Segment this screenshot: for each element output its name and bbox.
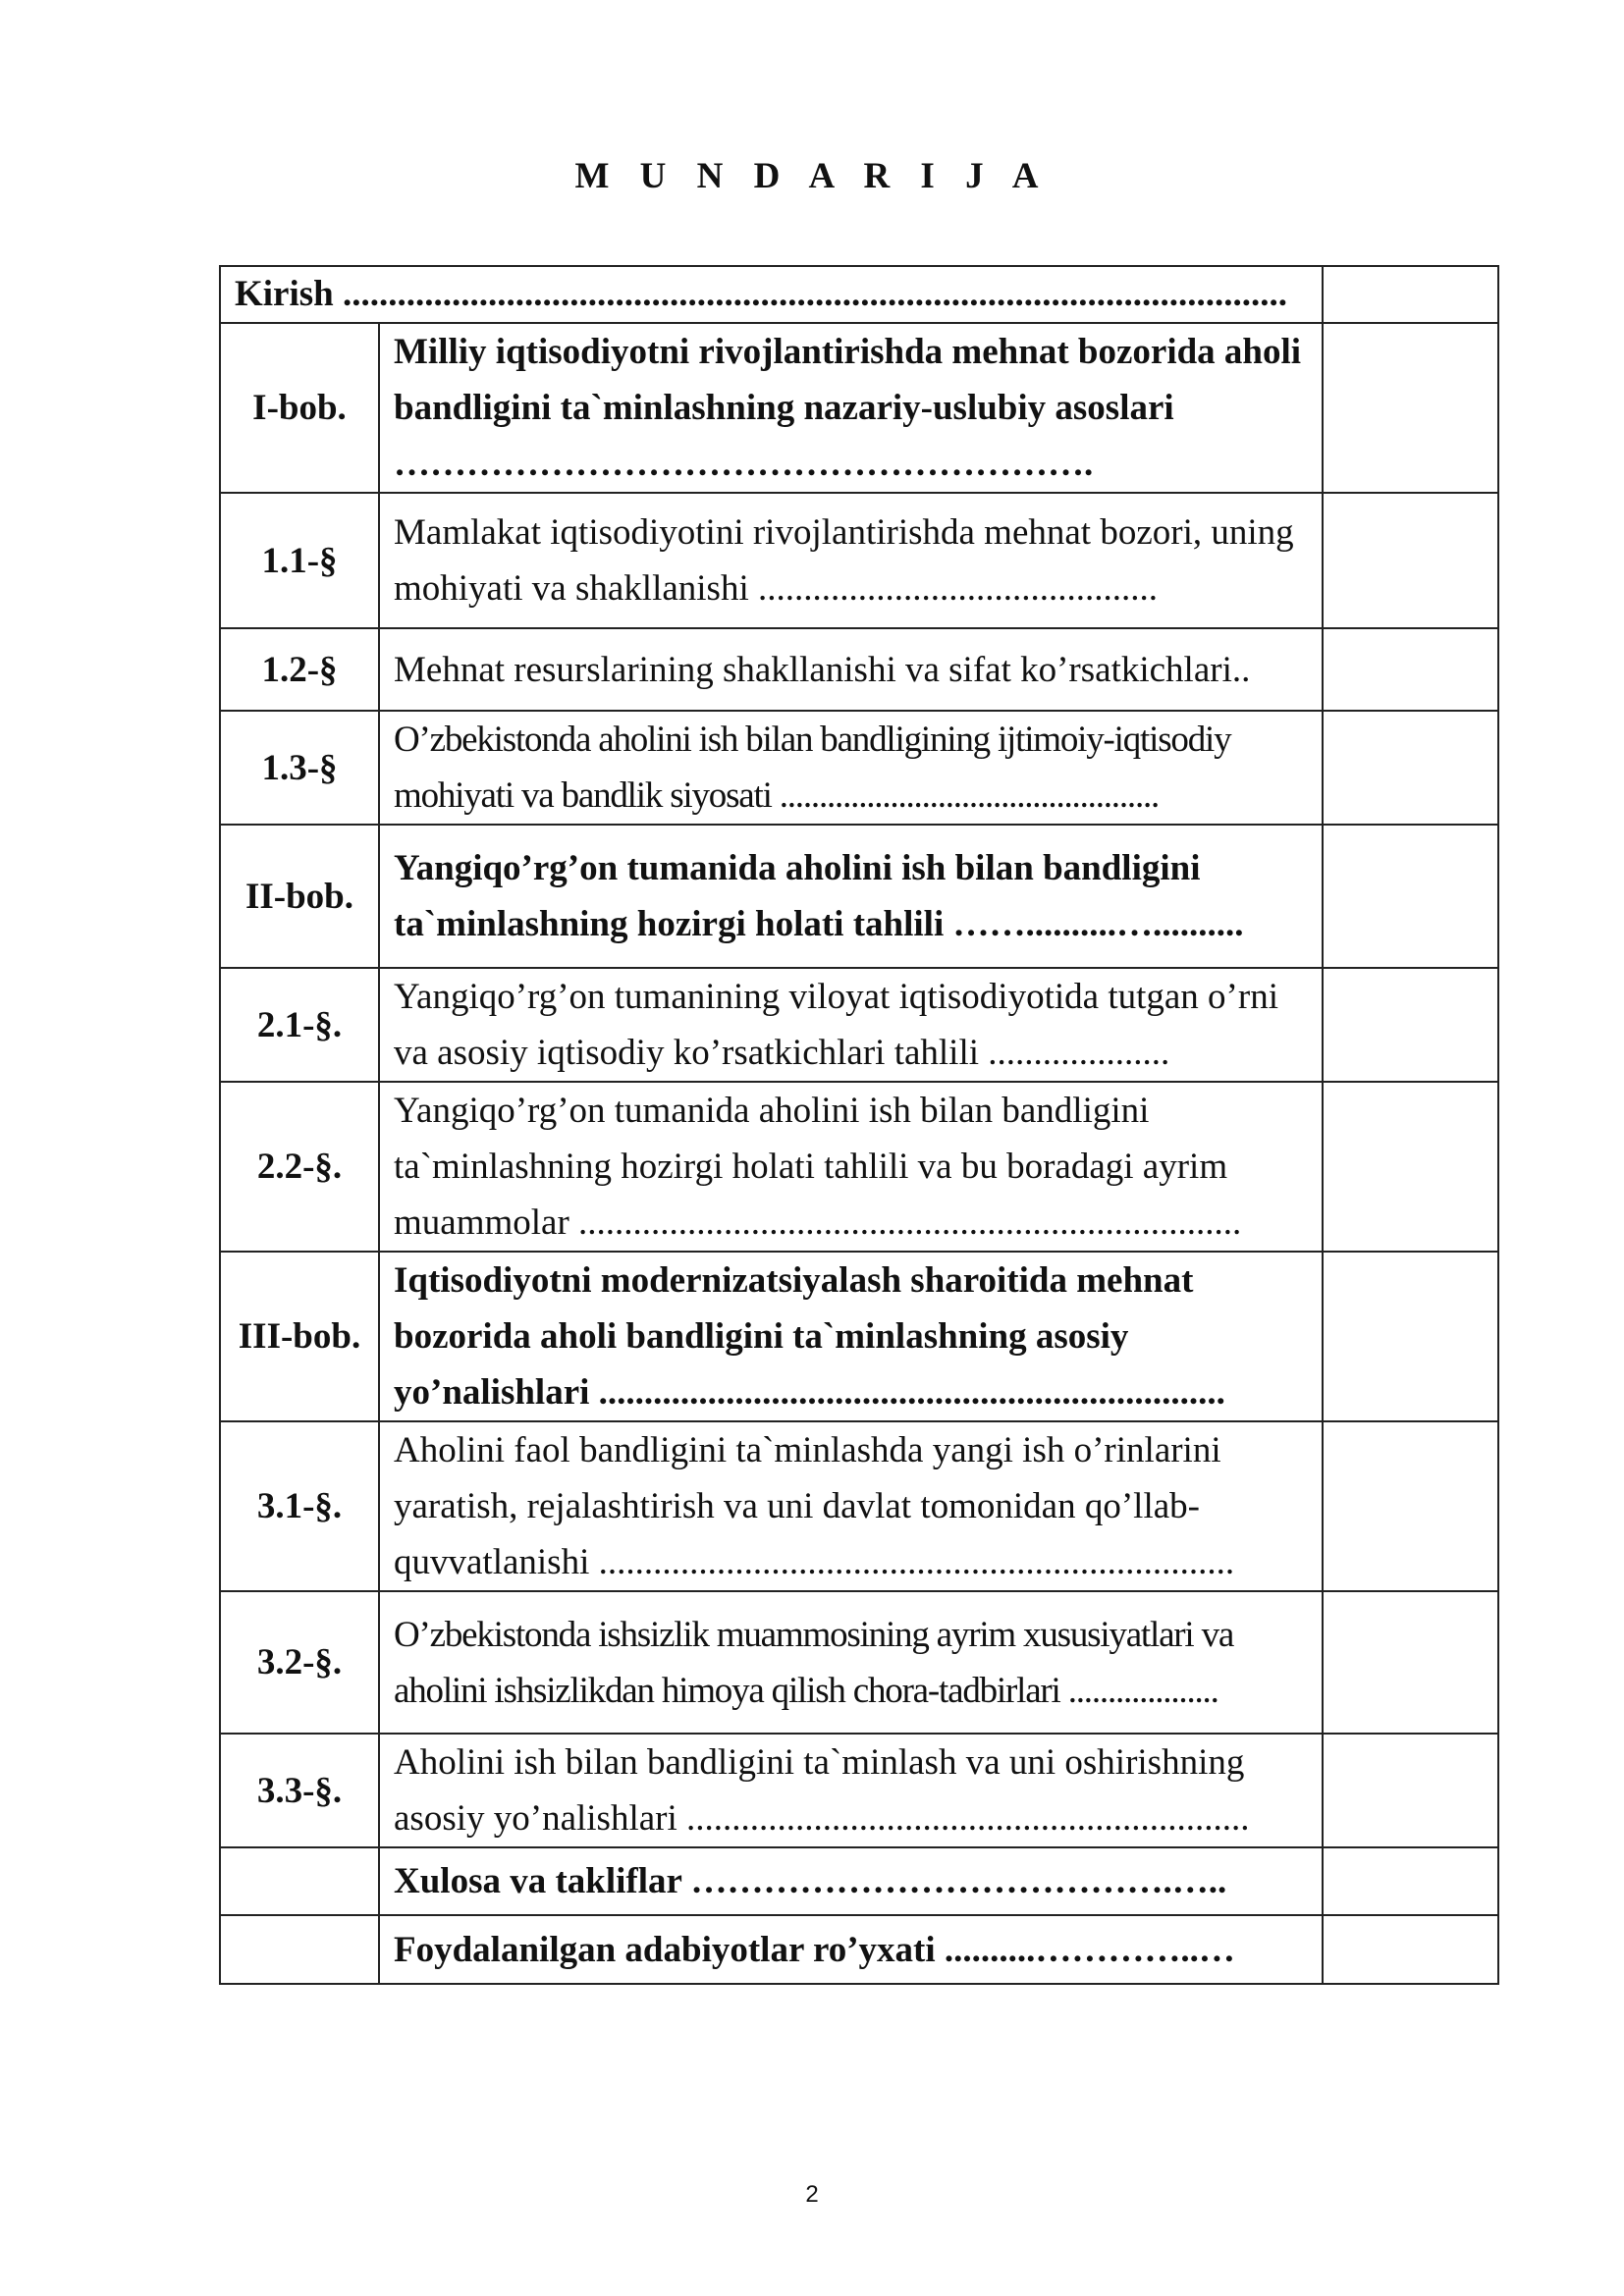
toc-title-conclusion: Xulosa va takliflar ………………………………….…..: [379, 1847, 1323, 1915]
toc-row-section-3-3: [220, 1734, 1498, 1847]
toc-page-cell: [1323, 1082, 1498, 1252]
toc-label-section-3-1: 3.1-§.: [220, 1421, 379, 1591]
toc-title-section-3-1: Aholini faol bandligini ta`minlashda yangi ish o’rinlarini yaratish, rejalashtirish va uni davlat tomonidan qo’llab-quvvatlanishi ......................................................................: [379, 1421, 1323, 1591]
toc-row-chapter-3: [220, 1252, 1498, 1421]
toc-title-chapter-3: Iqtisodiyotni modernizatsiyalash sharoitida mehnat bozorida aholi bandligini ta`minlashning asosiy yo’nalishlari .....................................................................: [379, 1252, 1323, 1421]
toc-title-section-3-2: O’zbekistonda ishsizlik muammosining ayrim xususiyatlari va aholini ishsizlikdan himoya qilish chora-tadbirlari ...................: [379, 1591, 1323, 1734]
toc-label-chapter-3: III-bob.: [220, 1252, 379, 1421]
toc-row-section-2-2: [220, 1082, 1498, 1252]
toc-title-section-2-1: Yangiqo’rg’on tumanining viloyat iqtisodiyotida tutgan o’rni va asosiy iqtisodiy ko’rsatkichlari tahlili ....................: [379, 968, 1323, 1082]
toc-page-cell: [1323, 323, 1498, 493]
toc-row-introduction: [220, 266, 1498, 323]
page-title: M U N D A R I J A: [574, 156, 1050, 196]
toc-title-section-1-1: Mamlakat iqtisodiyotini rivojlantirishda mehnat bozori, uning mohiyati va shakllanishi ............................................: [379, 493, 1323, 628]
toc-title-chapter-2: Yangiqo’rg’on tumanida aholini ish bilan bandligini ta`minlashning hozirgi holati tahlili ……..........…..........: [379, 825, 1323, 968]
toc-page-cell: [1323, 968, 1498, 1082]
toc-row-chapter-1: [220, 323, 1498, 493]
toc-row-section-3-2: [220, 1591, 1498, 1734]
toc-page-cell: [1323, 1734, 1498, 1847]
toc-title-section-3-3: Aholini ish bilan bandligini ta`minlash va uni oshirishning asosiy yo’nalishlari ..............................................................: [379, 1734, 1323, 1847]
toc-page-cell: [1323, 1591, 1498, 1734]
toc-row-bibliography: [220, 1915, 1498, 1984]
toc-page-cell: [1323, 1847, 1498, 1915]
toc-row-section-3-1: [220, 1421, 1498, 1591]
toc-label-chapter-1: I-bob.: [220, 323, 379, 493]
toc-label-empty: [220, 1847, 379, 1915]
toc-page-cell: [1323, 1915, 1498, 1984]
toc-label-section-3-3: 3.3-§.: [220, 1734, 379, 1847]
page-number: 2: [805, 2181, 819, 2208]
toc-page-cell: [1323, 266, 1498, 323]
toc-page-cell: [1323, 711, 1498, 825]
toc-title-bibliography: Foydalanilgan adabiyotlar ro’yxati ..........…………..…: [379, 1915, 1323, 1984]
toc-label-section-1-1: 1.1-§: [220, 493, 379, 628]
toc-row-conclusion: [220, 1847, 1498, 1915]
toc-page-cell: [1323, 628, 1498, 711]
toc-label-section-1-3: 1.3-§: [220, 711, 379, 825]
toc-title-section-2-2: Yangiqo’rg’on tumanida aholini ish bilan bandligini ta`minlashning hozirgi holati tahlili va bu boradagi ayrim muammolar .........................................................................: [379, 1082, 1323, 1252]
toc-label-section-3-2: 3.2-§.: [220, 1591, 379, 1734]
toc-title-chapter-1: Milliy iqtisodiyotni rivojlantirishda mehnat bozorida aholi bandligini ta`minlashning nazariy-uslubiy asoslari ………………………………………………….: [379, 323, 1323, 493]
toc-label-section-1-2: 1.2-§: [220, 628, 379, 711]
toc-label-section-2-1: 2.1-§.: [220, 968, 379, 1082]
toc-entry-introduction: Kirish ........................................................................................................: [220, 266, 1323, 323]
toc-page-cell: [1323, 493, 1498, 628]
toc-label-section-2-2: 2.2-§.: [220, 1082, 379, 1252]
toc-page-cell: [1323, 825, 1498, 968]
toc-title-section-1-2: Mehnat resurslarining shakllanishi va sifat ko’rsatkichlari..: [379, 628, 1323, 711]
toc-row-section-1-3: [220, 711, 1498, 825]
toc-title-section-1-3: O’zbekistonda aholini ish bilan bandligining ijtimoiy-iqtisodiy mohiyati va bandlik siyosati ................................................: [379, 711, 1323, 825]
toc-row-section-2-1: [220, 968, 1498, 1082]
toc-page-cell: [1323, 1421, 1498, 1591]
toc-row-chapter-2: [220, 825, 1498, 968]
toc-row-section-1-1: [220, 493, 1498, 628]
toc-label-empty: [220, 1915, 379, 1984]
table-of-contents: [219, 265, 1499, 1985]
toc-label-chapter-2: II-bob.: [220, 825, 379, 968]
toc-page-cell: [1323, 1252, 1498, 1421]
toc-row-section-1-2: [220, 628, 1498, 711]
